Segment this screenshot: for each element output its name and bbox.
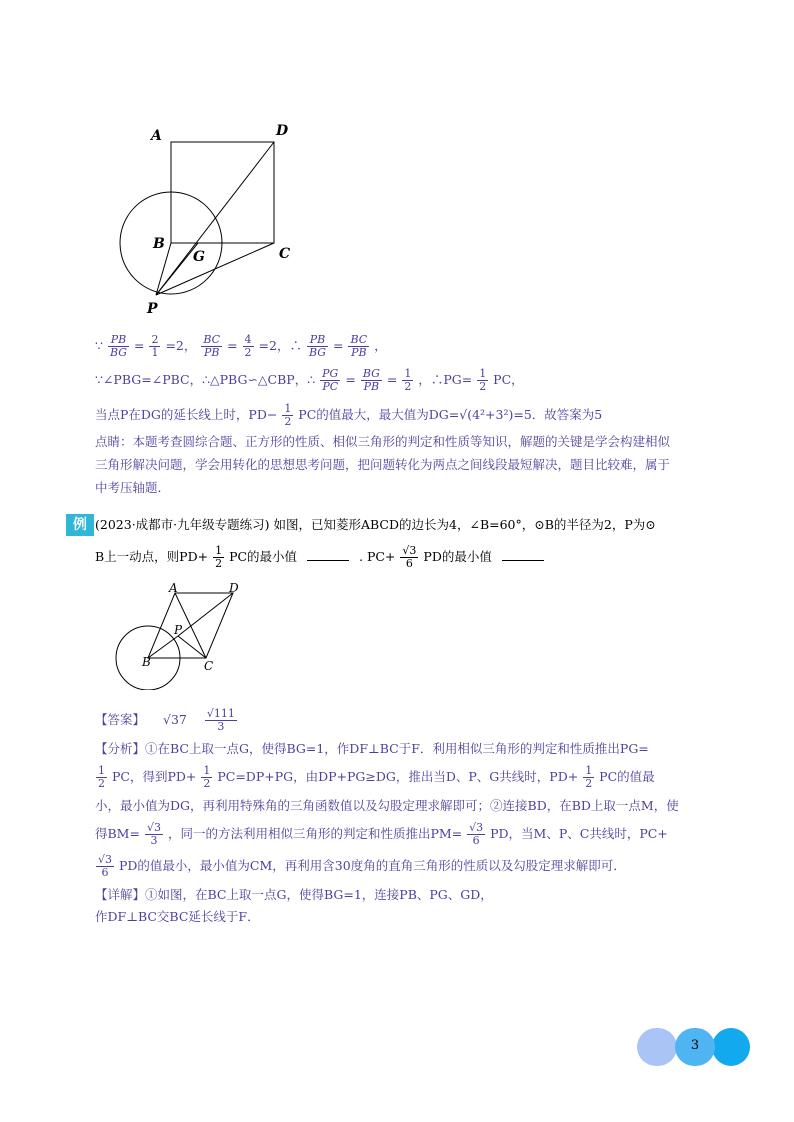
text: = <box>345 372 356 387</box>
text: =2，∴ <box>258 338 302 353</box>
page-deco-right <box>712 1028 750 1066</box>
text: B上一动点，则PD+ <box>95 549 209 564</box>
text: = <box>386 372 398 387</box>
example3-line2 <box>95 545 550 570</box>
text: ∵∠PBG=∠PBC，∴△PBG∽△CBP，∴ <box>95 372 316 387</box>
text: 当点P在DG的延长线上时，PD− <box>95 407 278 422</box>
fraction: $\frac{1}{2}$ <box>203 764 211 790</box>
text: PD，当M、P、C共线时，PC+ <box>490 826 668 841</box>
detail-line1: 【详解】①如图，在BC上取一点G，使得BG=1，连接PB、PG、GD， <box>95 887 493 902</box>
example3-line1: (2023·成都市·九年级专题练习) 如图，已知菱形ABCD的边长为4，∠B=60°，⊙B的半径为2，P为⊙ <box>95 517 656 532</box>
fraction: $\frac{√3}{6}$ <box>98 853 113 879</box>
text: PD的值最小，最小值为CM，再利用含30度角的直角三角形的性质以及勾股定理求解即可． <box>119 858 626 873</box>
solution1-line1 <box>95 334 387 359</box>
detail-line2: 作DF⊥BC交BC延长线于F． <box>95 909 260 924</box>
fraction: $\frac{BC}{PB}$ <box>350 333 368 359</box>
note-line3: 中考压轴题． <box>95 480 171 495</box>
analysis-line3: 小，最小值为DG，再利用特殊角的三角函数值以及勾股定理求解即可；②连接BD，在BD上取一点M，使 <box>95 798 679 813</box>
answer-value-2: $\frac{√111}{3}$ <box>206 707 235 733</box>
analysis-line2 <box>95 765 655 790</box>
text: 得BM= <box>95 826 140 841</box>
label-b: B <box>142 655 151 669</box>
fraction: $\frac{PG}{PC}$ <box>322 367 339 393</box>
fraction: $\frac{1}{2}$ <box>479 367 487 393</box>
fraction: $\frac{√3}{3}$ <box>146 821 161 847</box>
square-abcd <box>171 142 274 243</box>
fraction: $\frac{2}{1}$ <box>151 333 159 359</box>
text: = <box>134 338 145 353</box>
segment-pc <box>156 243 274 295</box>
text: PC， <box>493 372 524 387</box>
page-deco-left <box>637 1028 677 1066</box>
text: PD的最小值 <box>423 549 492 564</box>
segment-pd <box>178 593 233 636</box>
solution1-line2 <box>95 368 524 393</box>
fraction: $\frac{PB}{BG}$ <box>308 333 327 359</box>
label-b: B <box>153 236 165 252</box>
text: ，∴PG= <box>418 372 473 387</box>
analysis-line1: 【分析】①在BC上取一点G，使得BG=1，作DF⊥BC于F．利用相似三角形的判定和性质推出PG= <box>95 741 649 756</box>
label-p: P <box>174 623 183 637</box>
text-because: ∵ <box>95 338 103 353</box>
label-a: A <box>151 128 162 144</box>
text: . PC+ <box>359 549 396 564</box>
answer-line <box>95 708 238 733</box>
label-d: D <box>276 123 289 139</box>
text: PC=DP+PG，由DP+PG≥DG，推出当D、P、G共线时，PD+ <box>217 769 579 784</box>
fraction: $\frac{4}{2}$ <box>244 333 252 359</box>
segment-pd <box>156 142 274 295</box>
answer-blank-1[interactable] <box>307 550 349 561</box>
label-a: A <box>169 581 178 595</box>
text: PC的最小值 <box>229 549 298 564</box>
fraction: $\frac{1}{2}$ <box>404 367 412 393</box>
fraction: $\frac{1}{2}$ <box>98 764 105 790</box>
analysis-line5 <box>95 854 626 879</box>
solution1-line3 <box>95 403 602 428</box>
fraction: $\frac{√3}{6}$ <box>402 544 417 570</box>
label-c: C <box>279 246 291 262</box>
fraction: $\frac{BC}{PB}$ <box>203 333 221 359</box>
segment-pc <box>178 636 206 658</box>
label-g: G <box>193 249 205 265</box>
label-p: P <box>147 301 158 317</box>
analysis-line4 <box>95 822 668 847</box>
fraction: $\frac{PB}{BG}$ <box>109 333 128 359</box>
fraction: $\frac{BG}{PB}$ <box>362 367 380 393</box>
note-line1: 点睛：本题考查圆综合题、正方形的性质、相似三角形的判定和性质等知识，解题的关键是学会构建相似 <box>95 434 671 449</box>
example-badge: 例 3 <box>66 514 94 536</box>
label-c: C <box>204 659 214 673</box>
text: PC的值最大，最大值为DG=√(4²+3²)=5．故答案为5 <box>298 407 603 422</box>
answer-blank-2[interactable] <box>502 550 544 561</box>
fraction: $\frac{1}{2}$ <box>585 764 593 790</box>
text: PC，得到PD+ <box>111 769 197 784</box>
text: ，同一的方法利用相似三角形的判定和性质推出PM= <box>167 826 463 841</box>
note-line2: 三角形解决问题，学会用转化的思想思考问题，把问题转化为两点之间线段最短解决，题目比较难，属于 <box>95 457 671 472</box>
fraction: $\frac{1}{2}$ <box>215 544 223 570</box>
fraction: $\frac{1}{2}$ <box>284 402 292 428</box>
text: ， <box>374 338 387 353</box>
text: =2， <box>165 338 197 353</box>
figure-square-circle <box>105 115 305 320</box>
fraction: $\frac{√3}{6}$ <box>469 821 484 847</box>
page-number: 3 <box>690 1038 700 1053</box>
text: = <box>227 338 238 353</box>
figure-rhombus-circle <box>108 578 258 690</box>
answer-value-1: √37 <box>163 712 187 727</box>
answer-label: 【答案】 <box>95 712 146 727</box>
text: PC的值最 <box>599 769 655 784</box>
text: = <box>333 338 344 353</box>
label-d: D <box>229 581 239 595</box>
